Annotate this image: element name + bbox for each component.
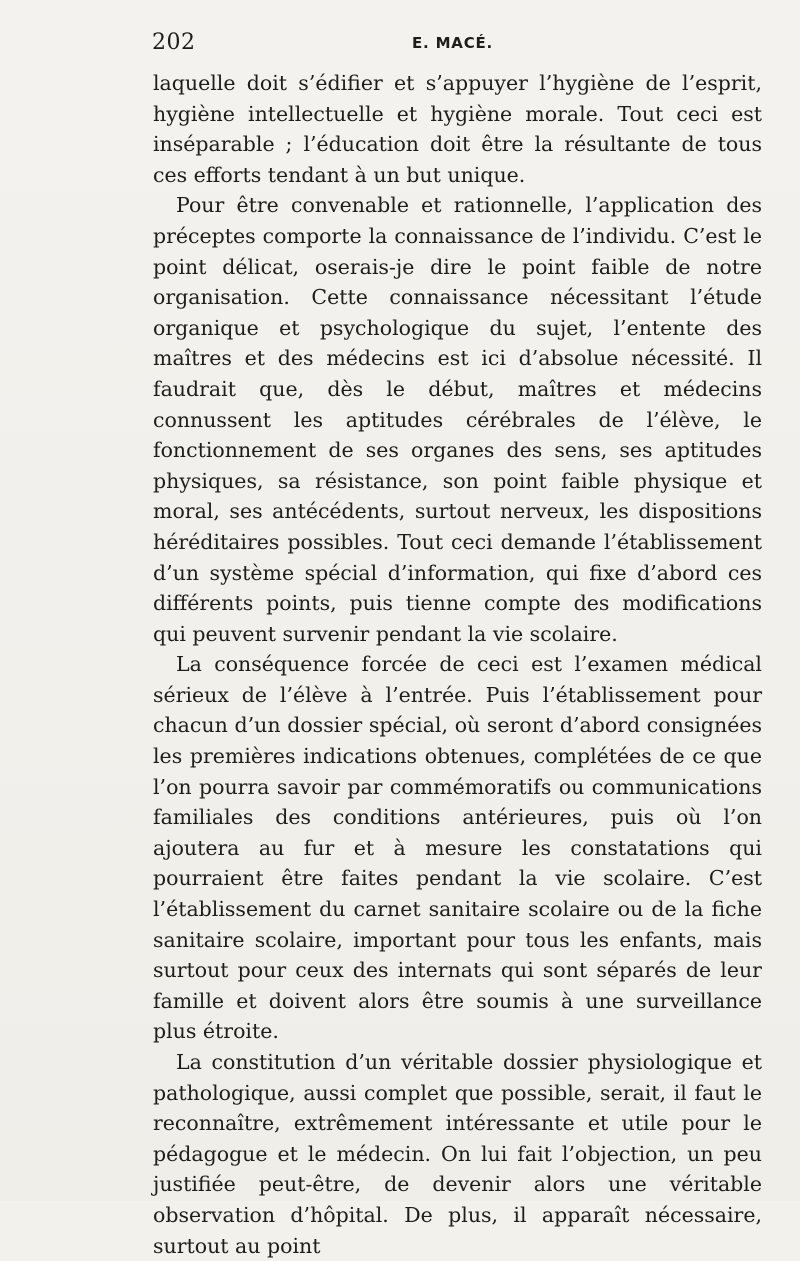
- paragraph-dossier: La constitution d’un véritable dossier physiologique et pathologique, aussi complet que possible, serait, il faut le reconnaître, extrêmement intéressante et utile pour le pédagogue et le médecin. On lui fait l’objection, un peu justifiée peut-être, de devenir alors une véritable observation d’hôpital. De plus, il apparaît nécessaire, surtout au point: [153, 1050, 762, 1258]
- paragraph-continuation: laquelle doit s’édifier et s’appuyer l’hygiène de l’esprit, hygiène intellectuelle et hygiène morale. Tout ceci est inséparable ; l’éducation doit être la résultante de tous ces efforts tendant à un but unique.: [153, 71, 762, 187]
- body-text: [153, 68, 762, 1261]
- paragraph-medical-exam: La conséquence forcée de ceci est l’examen médical sérieux de l’élève à l’entrée. Puis l’établissement pour chacun d’un dossier spécial, où seront d’abord consignées les premières indications obtenues, complétées de ce que l’on pourra savoir par commémoratifs ou communications familiales des conditions antérieures, puis où l’on ajoutera au fur et à mesure les constatations qui pourraient être faites pendant la vie scolaire. C’est l’établissement du carnet sanitaire scolaire ou de la fiche sanitaire scolaire, important pour tous les enfants, mais surtout pour ceux des internats qui sont séparés de leur famille et doivent alors être soumis à une surveillance plus étroite.: [153, 652, 762, 1044]
- paragraph-application: Pour être convenable et rationnelle, l’application des préceptes comporte la connaissance de l’individu. C’est le point délicat, oserais-je dire le point faible de notre organisation. Cette connaissance nécessitant l’étude organique et psychologique du sujet, l’entente des maîtres et des médecins est ici d’absolue nécessité. Il faudrait que, dès le début, maîtres et médecins connussent les aptitudes cérébrales de l’élève, le fonctionnement de ses organes des sens, ses aptitudes physiques, sa résistance, son point faible physique et moral, ses antécédents, surtout nerveux, les dispositions héréditaires possibles. Tout ceci demande l’établissement d’un système spécial d’information, qui fixe d’abord ces différents points, puis tienne compte des modifications qui peuvent survenir pendant la vie scolaire.: [153, 193, 762, 646]
- page-header: [0, 30, 800, 58]
- running-head-author: E. MACÉ.: [412, 34, 494, 52]
- page-number: 202: [152, 30, 196, 55]
